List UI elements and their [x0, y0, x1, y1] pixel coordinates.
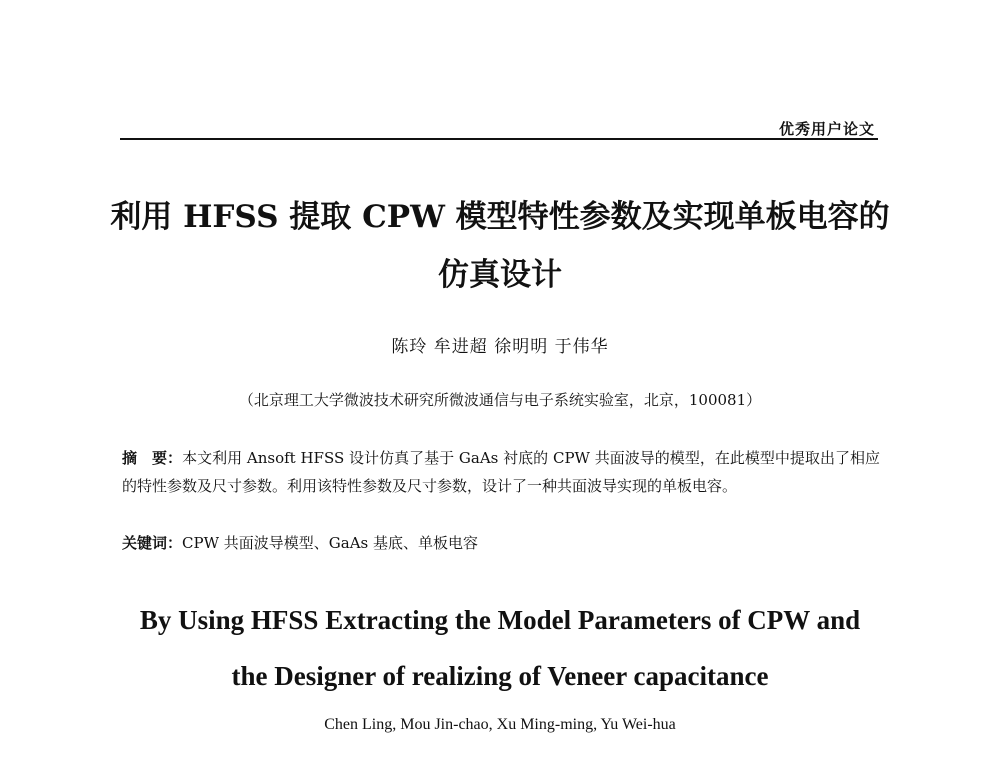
affiliation-cn: （北京理工大学微波技术研究所微波通信与电子系统实验室，北京，100081）: [238, 391, 762, 409]
title-en-line2: the Designer of realizing of Veneer capacitance: [231, 661, 769, 691]
header-label: 优秀用户论文: [778, 120, 875, 138]
title-en-line1: By Using HFSS Extracting the Model Parameters of CPW and: [139, 605, 861, 635]
abstract: [122, 444, 880, 500]
authors-en: Chen Ling, Mou Jin-chao, Xu Ming-ming, Yu Wei-hua: [324, 716, 676, 733]
header-rule: [120, 138, 878, 140]
title-en: [60, 592, 940, 704]
keywords: [122, 529, 880, 557]
authors-cn: 陈玲 牟进超 徐明明 于伟华: [391, 337, 609, 357]
abstract-label: 摘 要：: [122, 449, 183, 467]
title-cn: 利用 HFSS 提取 CPW 模型特性参数及实现单板电容的仿真设计: [110, 199, 890, 293]
keywords-label: 关键词：: [122, 534, 183, 552]
abstract-text: 本文利用 Ansoft HFSS 设计仿真了基于 GaAs 衬底的 CPW 共面波导的模型，在此模型中提取出了相应的特性参数及尺寸参数。利用该特性参数及尺寸参数，设计了一种共面波导实现的单板电容。: [122, 449, 880, 495]
keywords-text: CPW 共面波导模型、GaAs 基底、单板电容: [182, 534, 478, 552]
